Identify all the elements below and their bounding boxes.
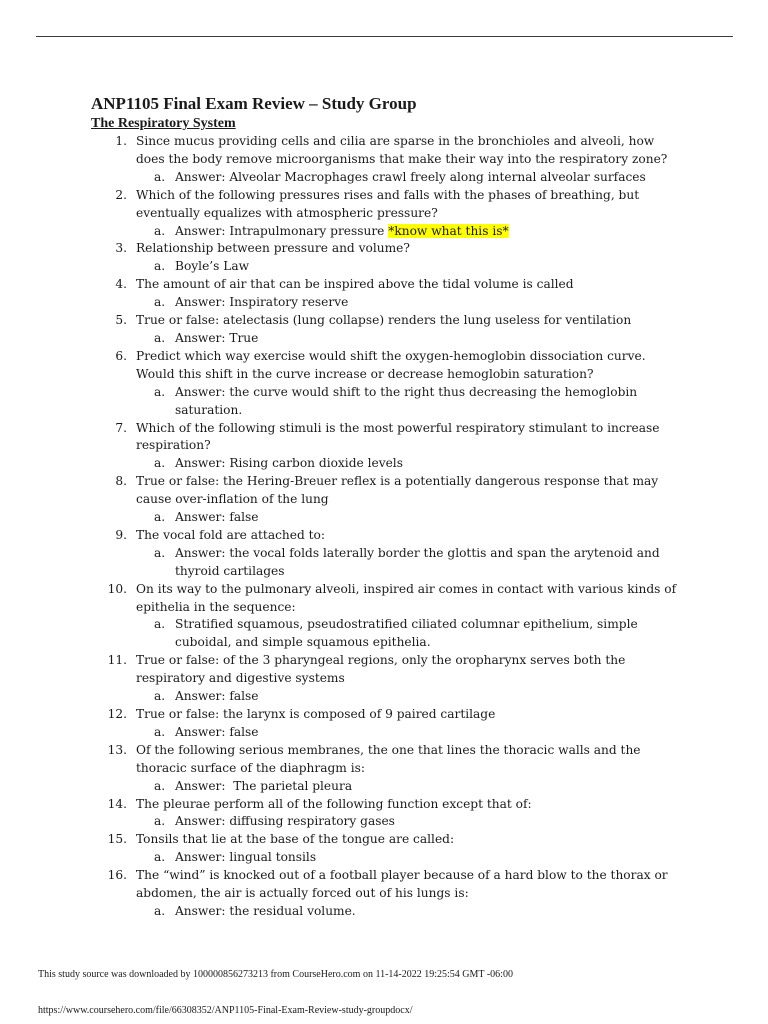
question-number: 10. — [107, 581, 127, 596]
top-divider — [36, 36, 733, 37]
question-number: 6. — [115, 348, 127, 363]
answer-item — [0, 616, 768, 652]
question-text: The amount of air that can be inspired above the tidal volume is called — [136, 277, 574, 292]
answer-text: Answer: Inspiratory reserve — [175, 295, 349, 310]
answer-letter: a. — [154, 617, 166, 632]
answer-letter: a. — [154, 295, 166, 310]
document-title: ANP1105 Final Exam Review – Study Group — [91, 94, 417, 113]
question-number: 13. — [107, 742, 127, 757]
answer-item — [0, 778, 768, 796]
question-text: Which of the following stimuli is the most powerful respiratory stimulant to increase respiration? — [136, 420, 660, 453]
question-text: The “wind” is knocked out of a football player because of a hard blow to the thorax or abdomen, the air is actually forced out of his lungs is: — [136, 868, 668, 901]
answer-item — [0, 545, 768, 581]
answer-item — [0, 724, 768, 742]
download-source-note: This study source was downloaded by 100000856273213 from CourseHero.com on 11-14-2022 19:25:54 GMT -06:00 — [38, 969, 513, 980]
answer-text: Boyle’s Law — [175, 259, 250, 274]
question-text: True or false: the Hering-Breuer reflex is a potentially dangerous response that may cause over-inflation of the lung — [136, 474, 659, 507]
question-number: 7. — [115, 420, 127, 435]
question-item — [0, 581, 768, 617]
answer-item — [0, 294, 768, 312]
question-number: 2. — [115, 187, 127, 202]
answer-text: Answer: the vocal folds laterally border the glottis and span the arytenoid and thyroid cartilages — [175, 545, 660, 578]
question-text: The pleurae perform all of the following function except that of: — [136, 796, 532, 811]
answer-text: Answer: false — [175, 510, 259, 525]
answer-letter: a. — [154, 778, 166, 793]
question-text: The vocal fold are attached to: — [136, 527, 325, 542]
answer-text: Stratified squamous, pseudostratified ciliated columnar epithelium, simple cuboidal, and simple squamous epithelia. — [175, 617, 638, 650]
question-item — [0, 706, 768, 724]
question-item — [0, 187, 768, 223]
answer-item — [0, 849, 768, 867]
question-number: 4. — [115, 277, 127, 292]
answer-item — [0, 223, 768, 241]
answer-letter: a. — [154, 510, 166, 525]
answer-text: Answer: Rising carbon dioxide levels — [175, 456, 403, 471]
question-number: 8. — [115, 474, 127, 489]
question-text: On its way to the pulmonary alveoli, inspired air comes in contact with various kinds of epithelia in the sequence: — [136, 581, 677, 614]
question-item — [0, 652, 768, 688]
question-number: 15. — [107, 832, 127, 847]
question-number: 5. — [115, 313, 127, 328]
question-item — [0, 420, 768, 456]
answer-text: Answer: false — [175, 724, 259, 739]
question-list — [0, 133, 768, 921]
question-item — [0, 831, 768, 849]
answer-text: Answer: Alveolar Macrophages crawl freely along internal alveolar surfaces — [175, 169, 646, 184]
question-number: 16. — [107, 868, 127, 883]
question-item — [0, 240, 768, 258]
answer-item — [0, 455, 768, 473]
answer-text: Answer: the curve would shift to the right thus decreasing the hemoglobin saturation. — [175, 384, 638, 417]
question-item — [0, 473, 768, 509]
question-number: 3. — [115, 241, 127, 256]
answer-letter: a. — [154, 545, 166, 560]
answer-text: Answer: The parietal pleura — [175, 778, 353, 793]
source-url: https://www.coursehero.com/file/66308352/ANP1105-Final-Exam-Review-study-groupdocx/ — [38, 1005, 413, 1016]
answer-letter: a. — [154, 169, 166, 184]
question-item — [0, 276, 768, 294]
question-number: 14. — [107, 796, 127, 811]
answer-item — [0, 903, 768, 921]
answer-letter: a. — [154, 724, 166, 739]
answer-item — [0, 688, 768, 706]
question-text: Of the following serious membranes, the one that lines the thoracic walls and the thoracic surface of the diaphragm is: — [136, 742, 641, 775]
question-number: 12. — [107, 707, 127, 721]
answer-text: Answer: True — [175, 330, 259, 345]
answer-text: Answer: lingual tonsils — [175, 850, 317, 865]
question-item — [0, 742, 768, 778]
question-text: Relationship between pressure and volume? — [136, 241, 410, 256]
answer-item — [0, 509, 768, 527]
answer-letter: a. — [154, 689, 166, 704]
question-number: 9. — [115, 527, 127, 542]
question-text: Since mucus providing cells and cilia are sparse in the bronchioles and alveoli, how does the body remove microorganisms that make their way into the respiratory zone? — [136, 134, 668, 166]
answer-text: Answer: diffusing respiratory gases — [175, 814, 395, 829]
answer-letter: a. — [154, 384, 166, 399]
answer-letter: a. — [154, 814, 166, 829]
question-item — [0, 796, 768, 814]
answer-text: Answer: Intrapulmonary pressure — [175, 223, 389, 238]
question-item — [0, 348, 768, 384]
section-heading: The Respiratory System — [91, 116, 236, 131]
answer-item — [0, 169, 768, 187]
answer-letter: a. — [154, 330, 166, 345]
question-number: 1. — [115, 134, 127, 148]
question-text: True or false: atelectasis (lung collapse) renders the lung useless for ventilation — [136, 313, 632, 328]
question-text: Which of the following pressures rises and falls with the phases of breathing, but eventually equalizes with atmospheric pressure? — [136, 187, 640, 220]
question-text: Predict which way exercise would shift the oxygen-hemoglobin dissociation curve. Would this shift in the curve increase or decrease hemoglobin saturation? — [136, 348, 646, 381]
answer-letter: a. — [154, 903, 166, 918]
question-text: True or false: the larynx is composed of 9 paired cartilage — [136, 707, 496, 721]
answer-item — [0, 258, 768, 276]
question-item — [0, 527, 768, 545]
question-item — [0, 867, 768, 903]
answer-letter: a. — [154, 223, 166, 238]
highlighted-note: *know what this is* — [388, 223, 509, 238]
answer-text: Answer: false — [175, 689, 259, 704]
question-text: True or false: of the 3 pharyngeal regions, only the oropharynx serves both the respiratory and digestive systems — [136, 653, 626, 686]
answer-item — [0, 813, 768, 831]
question-item — [0, 312, 768, 330]
question-number: 11. — [107, 653, 127, 668]
answer-text: Answer: the residual volume. — [175, 903, 356, 918]
answer-item — [0, 330, 768, 348]
answer-letter: a. — [154, 259, 166, 274]
answer-item — [0, 384, 768, 420]
question-text: Tonsils that lie at the base of the tongue are called: — [136, 832, 455, 847]
question-item — [0, 133, 768, 169]
answer-letter: a. — [154, 456, 166, 471]
answer-letter: a. — [154, 850, 166, 865]
